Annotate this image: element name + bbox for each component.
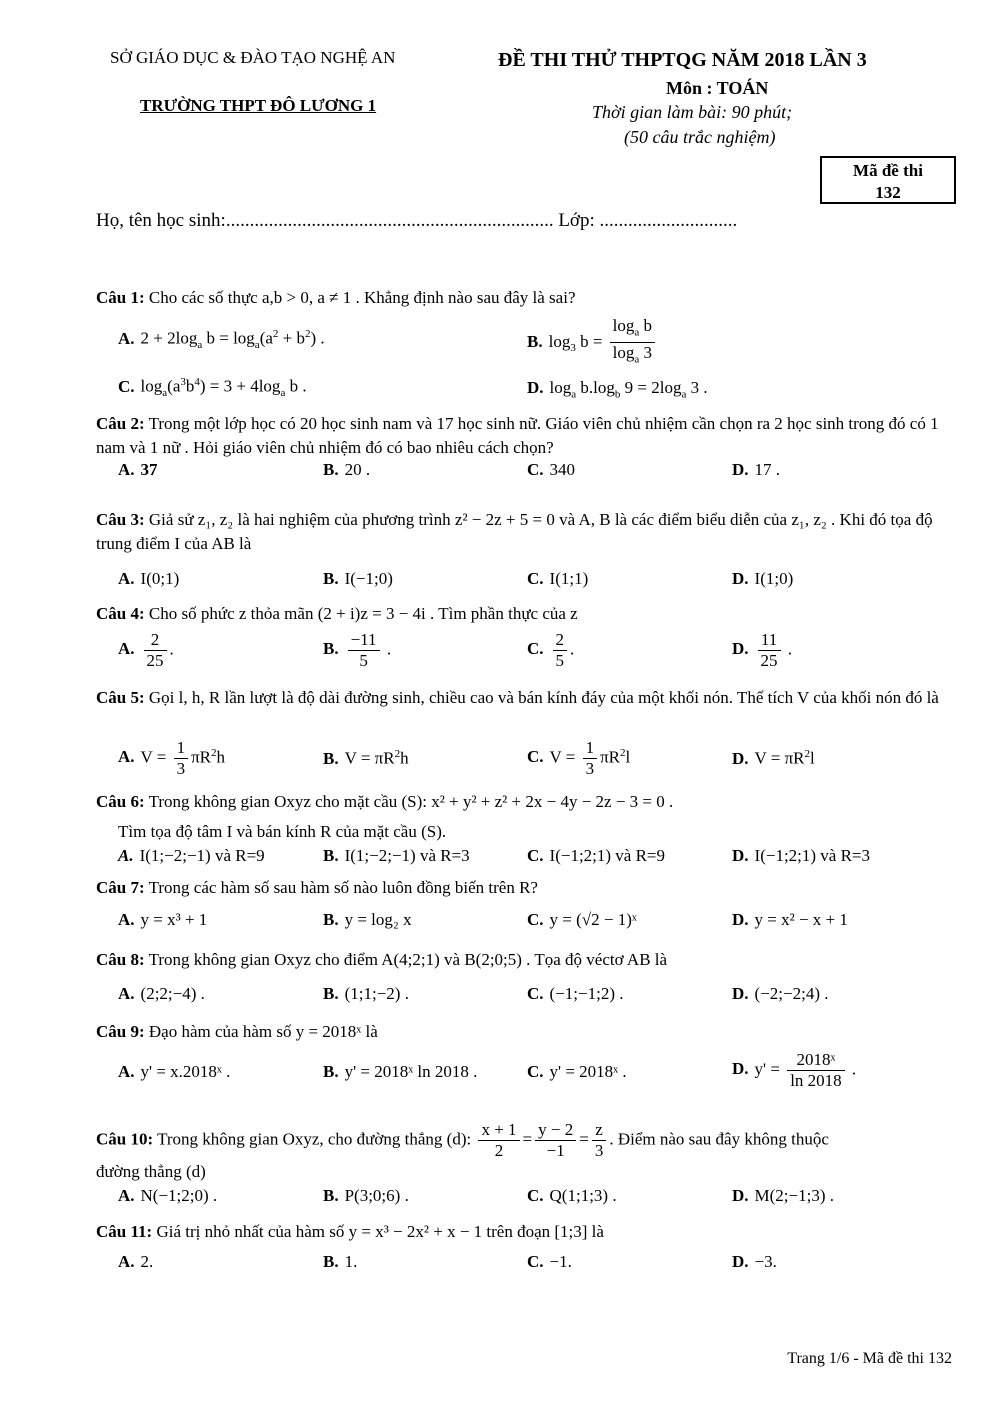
- option-11a: A. 2.: [118, 1252, 154, 1271]
- exam-question-count: (50 câu trắc nghiệm): [624, 127, 776, 147]
- question-10: Câu 10: Trong không gian Oxyz, cho đường thẳng (d): $\frac{x + 1}{2}$ = $\frac{y - 2}{-1}$ = $\frac{z}{3}$ . Điểm nào sau đây không thuộc: [96, 1120, 829, 1160]
- option-4a: A. $\frac{2}{25}$ .: [118, 630, 174, 670]
- option-8d: D. (−2;−2;4) .: [732, 984, 829, 1003]
- option-10c: C. Q(1;1;3) .: [527, 1186, 617, 1205]
- option-8a: A. (2;2;−4) .: [118, 984, 205, 1003]
- page-footer: Trang 1/6 - Mã đề thi 132: [787, 1350, 952, 1367]
- option-7d: D. y = x² − x + 1: [732, 910, 848, 929]
- option-9c: C. y' = 2018ˣ .: [527, 1062, 627, 1081]
- question-7: Câu 7: Trong các hàm số sau hàm số nào luôn đồng biến trên R?: [96, 878, 538, 897]
- exam-subject: Môn : TOÁN: [666, 78, 769, 98]
- option-6d: D. I(−1;2;1) và R=3: [732, 846, 871, 865]
- option-6c: C. I(−1;2;1) và R=9: [527, 846, 666, 865]
- option-5c: C. V = $\frac{1}{3}$ $\pi R^2l$: [527, 738, 631, 778]
- option-6a: A. I(1;−2;−1) và R=9: [118, 846, 265, 865]
- question-4: Câu 4: Cho số phức z thỏa mãn (2 + i)z = 3 − 4i . Tìm phần thực của z: [96, 604, 578, 623]
- question-number: Câu 1:: [96, 288, 145, 307]
- option-6b: B. I(1;−2;−1) và R=3: [323, 846, 470, 865]
- option-3b: B. I(−1;0): [323, 569, 393, 588]
- option-11b: B. 1.: [323, 1252, 358, 1271]
- option-3d: D. I(1;0): [732, 569, 794, 588]
- option-8b: B. (1;1;−2) .: [323, 984, 409, 1003]
- exam-code-value: 132: [875, 183, 901, 202]
- option-9a: A. y' = x.2018ˣ .: [118, 1062, 231, 1081]
- option-1d: D. $\log_a b.\log_b$ $9 = 2\log_a$ 3 .: [527, 378, 708, 401]
- exam-time: Thời gian làm bài: 90 phút;: [592, 102, 793, 122]
- question-text: Cho các số thực a,b > 0, a ≠ 1 . Khẳng định nào sau đây là sai?: [144, 288, 576, 307]
- question-5: Câu 5: Gọi l, h, R lần lượt là độ dài đường sinh, chiều cao và bán kính đáy của một khối nón. Thể tích V của khối nón đó là: [96, 688, 939, 707]
- option-2b: B. 20 .: [323, 460, 371, 479]
- option-3a: A. I(0;1): [118, 569, 180, 588]
- option-7c: C. y = (√2 − 1)ˣ: [527, 910, 637, 929]
- option-3c: C. I(1;1): [527, 569, 589, 588]
- option-7b: B. y = log₂ x: [323, 910, 412, 929]
- question-1: [96, 286, 575, 310]
- question-10-line2: đường thẳng (d): [96, 1162, 206, 1181]
- option-5d: D. $V = \pi R^2l$: [732, 748, 815, 768]
- option-11c: C. −1.: [527, 1252, 572, 1271]
- exam-title: ĐỀ THI THỬ THPTQG NĂM 2018 LẦN 3: [498, 49, 867, 71]
- question-8: Câu 8: Trong không gian Oxyz cho điểm A(4;2;1) và B(2;0;5) . Tọa độ véctơ AB là: [96, 950, 668, 969]
- option-8c: C. (−1;−1;2) .: [527, 984, 624, 1003]
- question-11: Câu 11: Giá trị nhỏ nhất của hàm số y = x³ − 2x² + x − 1 trên đoạn [1;3] là: [96, 1222, 604, 1241]
- question-6: Câu 6: Trong không gian Oxyz cho mặt cầu (S): x² + y² + z² + 2x − 4y − 2z − 3 = 0 .: [96, 792, 674, 811]
- question-6-line2: Tìm tọa độ tâm I và bán kính R của mặt cầu (S).: [118, 822, 447, 841]
- school-name: TRƯỜNG THPT ĐÔ LƯƠNG 1: [140, 96, 377, 115]
- department-name: SỞ GIÁO DỤC & ĐÀO TẠO NGHỆ AN: [110, 48, 396, 67]
- option-10d: D. M(2;−1;3) .: [732, 1186, 835, 1205]
- option-7a: A. y = x³ + 1: [118, 910, 208, 929]
- option-2a: A. 37: [118, 460, 158, 479]
- option-1a: A. $2 + 2\log_a$ $b = \log_a(a^2 + b^2)$ .: [118, 328, 325, 352]
- option-5b: B. $V = \pi R^2h$: [323, 748, 409, 768]
- option-2c: C. 340: [527, 460, 576, 479]
- option-1c: C. $\log_a(a^3b^4) = 3 + 4\log_a$ b .: [118, 376, 307, 400]
- exam-code-box: [820, 156, 956, 204]
- student-info-line: Họ, tên học sinh:..................................................................... Lớp: .............................: [96, 210, 738, 231]
- option-9d: D. y' = $\frac{\text{2018ˣ}}{\ln 2018}$ .: [732, 1050, 857, 1090]
- option-2d: D. 17 .: [732, 460, 781, 479]
- option-9b: B. y' = 2018ˣ ln 2018 .: [323, 1062, 478, 1081]
- option-11d: D. −3.: [732, 1252, 777, 1271]
- option-4b: B. $\frac{-11}{5}$ .: [323, 630, 392, 670]
- option-1b: B. $\log_3 b$ = $\frac{\log_a b}{\log_a 3}$: [527, 316, 658, 370]
- option-4c: C. $\frac{2}{5}$ .: [527, 630, 575, 670]
- option-10b: B. P(3;0;6) .: [323, 1186, 409, 1205]
- option-5a: A. V = $\frac{1}{3}$ $\pi R^2h$: [118, 738, 226, 778]
- question-9: Câu 9: Đạo hàm của hàm số y = 2018ˣ là: [96, 1022, 378, 1041]
- option-10a: A. N(−1;2;0) .: [118, 1186, 218, 1205]
- question-3: Câu 3: Giả sử z₁, z₂ là hai nghiệm của phương trình z² − 2z + 5 = 0 và A, B là các điểm biểu diễn của z₁, z₂ . Khi đó tọa độ trung điểm I của AB là: [96, 510, 933, 553]
- question-2: Câu 2: Trong một lớp học có 20 học sinh nam và 17 học sinh nữ. Giáo viên chủ nhiệm cần chọn ra 2 học sinh trong đó có 1 nam và 1 nữ . Hỏi giáo viên chủ nhiệm đó có bao nhiêu cách chọn?: [96, 414, 939, 457]
- option-4d: D. $\frac{11}{25}$ .: [732, 630, 793, 670]
- exam-code-label: Mã đề thi: [853, 161, 923, 180]
